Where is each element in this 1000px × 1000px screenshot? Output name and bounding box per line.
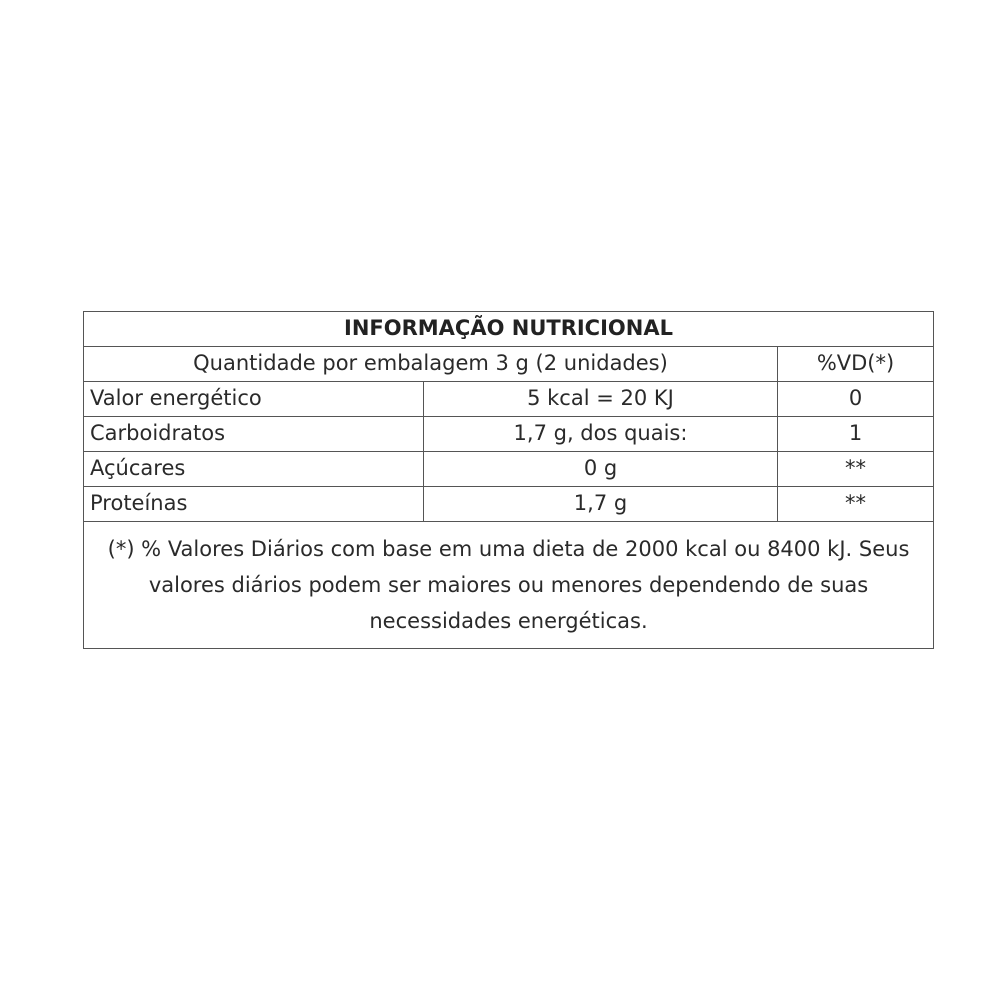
nutrient-amount: 5 kcal = 20 KJ [424,382,778,417]
nutrient-amount: 0 g [424,452,778,487]
nutrient-daily-value: ** [778,452,934,487]
table-header-row [84,347,934,382]
table-row [84,487,934,522]
footnote-line: valores diários podem ser maiores ou menores dependendo de suas [148,573,869,597]
serving-size-header: Quantidade por embalagem 3 g (2 unidades) [84,347,778,382]
nutrient-daily-value: 1 [778,417,934,452]
nutrient-amount: 1,7 g [424,487,778,522]
nutrient-name: Valor energético [84,382,424,417]
table-row [84,417,934,452]
footnote [84,522,934,649]
footnote-line: necessidades energéticas. [369,609,648,633]
table-title-row [84,312,934,347]
footnote-line: (*) % Valores Diários com base em uma dieta de 2000 kcal ou 8400 kJ. Seus [107,537,910,561]
footnote-row [84,522,934,649]
nutrient-name: Carboidratos [84,417,424,452]
daily-value-header: %VD(*) [778,347,934,382]
table-row [84,452,934,487]
nutrition-facts-table [83,311,934,649]
nutrient-daily-value: ** [778,487,934,522]
table-title: INFORMAÇÃO NUTRICIONAL [84,312,934,347]
nutrient-daily-value: 0 [778,382,934,417]
nutrient-amount: 1,7 g, dos quais: [424,417,778,452]
table-row [84,382,934,417]
nutrient-name: Proteínas [84,487,424,522]
nutrient-name: Açúcares [84,452,424,487]
